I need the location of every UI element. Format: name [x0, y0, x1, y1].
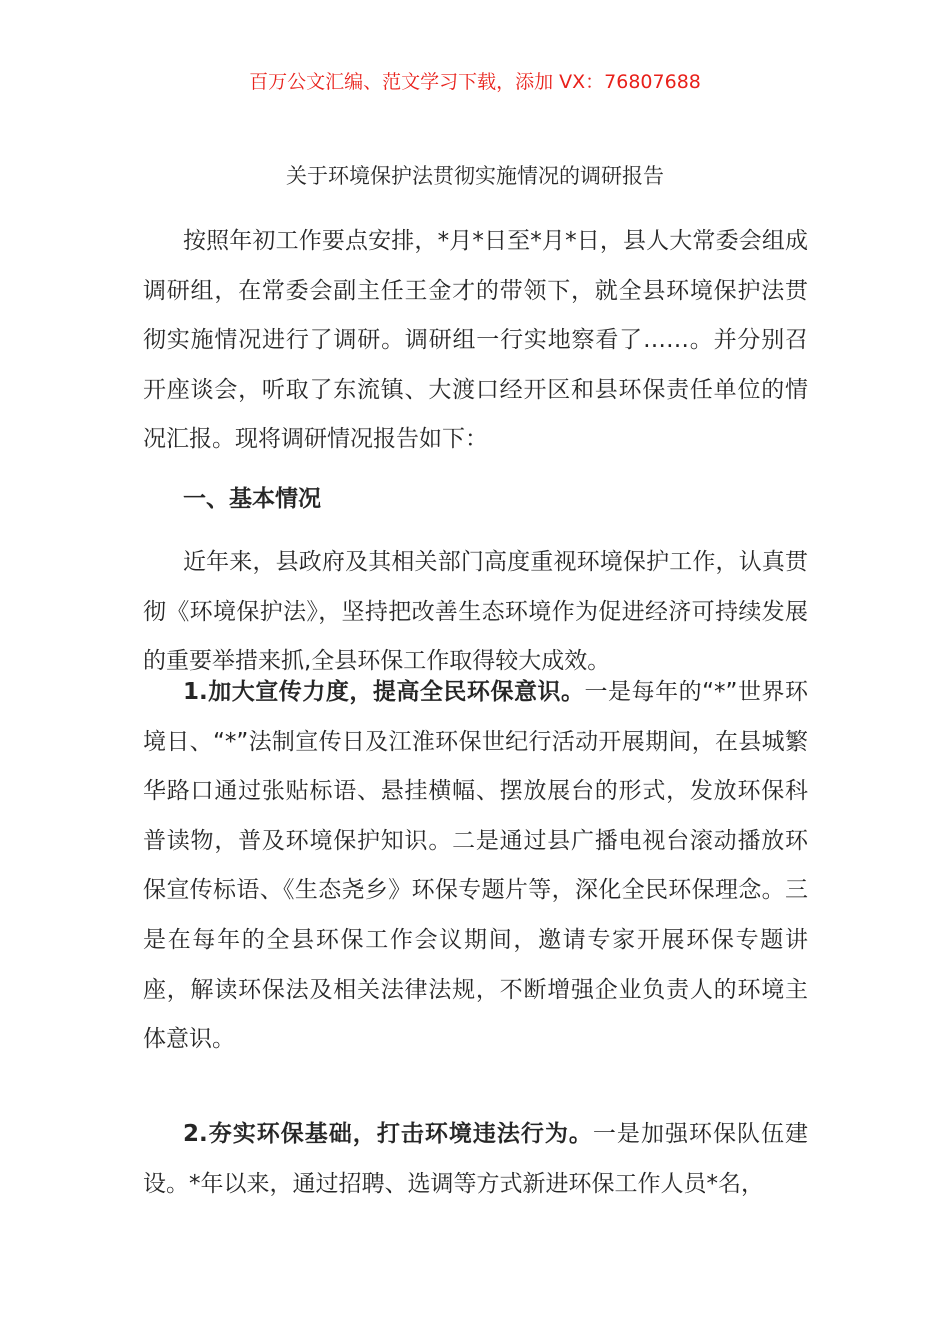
item-text-1: 一是每年的“*”世界环境日、“*”法制宣传日及江淮环保世纪行活动开展期间，在县城繁华路口通过张贴标语、悬挂横幅、摆放展台的形式，发放环保科普读物，普及环境保护知识。二是通过县广播电视台滚动播放环保宣传标语、《生态尧乡》环保专题片等，深化全民环保理念。三是在每年的全县环保工作会议期间，邀请专家开展环保专题讲座，解读环保法及相关法律法规，不断增强企业负责人的环境主体意识。 [143, 679, 808, 1053]
item-paragraph-1 [143, 668, 808, 1065]
intro-paragraph: 按照年初工作要点安排，*月*日至*月*日，县人大常委会组成调研组，在常委会副主任王金才的带领下，就全县环境保护法贯彻实施情况进行了调研。调研组一行实地察看了……。并分别召开座谈会，听取了东流镇、大渡口经开区和县环保责任单位的情况汇报。现将调研情况报告如下： [143, 228, 808, 453]
page-title: 关于环境保护法贯彻实施情况的调研报告 [286, 164, 664, 188]
item-lead-1: 1.加大宣传力度，提高全民环保意识。 [183, 679, 585, 705]
section-heading: 一、基本情况 [183, 486, 321, 512]
item-text-2: 一是加强环保队伍建设。*年以来，通过招聘、选调等方式新进环保工作人员*名， [143, 1121, 809, 1197]
section-paragraph: 近年来，县政府及其相关部门高度重视环境保护工作，认真贯彻《环境保护法》，坚持把改善生态环境作为促进经济可持续发展的重要举措来抓,全县环保工作取得较大成效。 [143, 549, 808, 675]
promo-banner: 百万公文汇编、范文学习下载，添加 VX：76807688 [249, 71, 701, 93]
item-paragraph-2 [143, 1110, 808, 1209]
item-lead-2: 2.夯实环保基础，打击环境违法行为。 [183, 1121, 593, 1147]
